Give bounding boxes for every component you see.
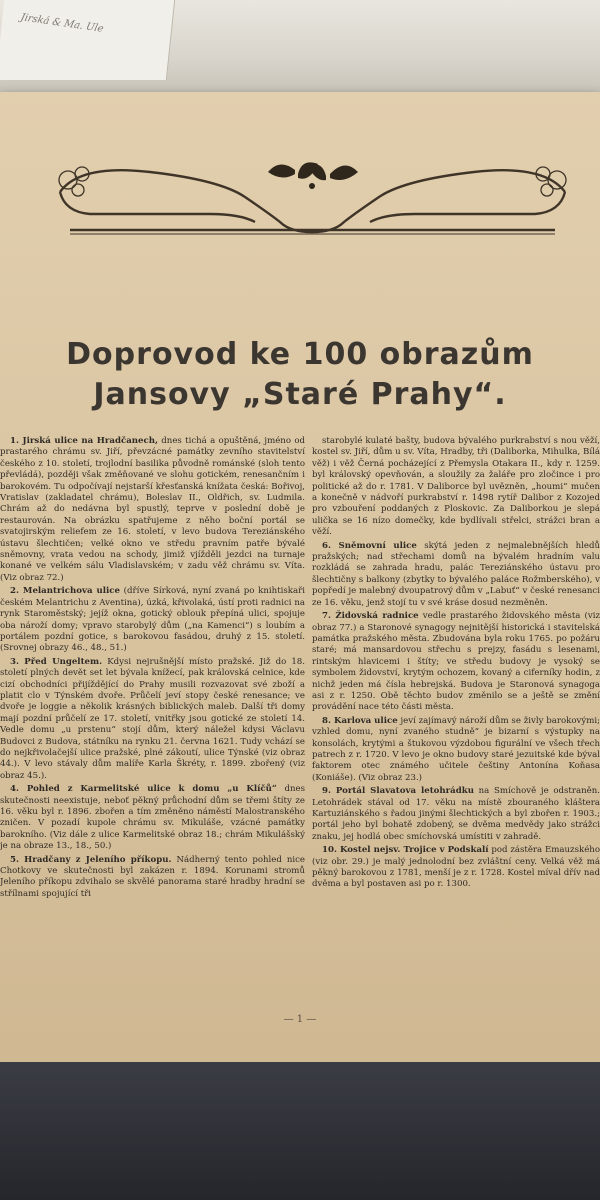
paragraph-5-continued: starobylé kulaté bašty, budova bývalého purkrabství s nou věží, kostel sv. Jiří, dům u sv. Víta, Hradby, tři (Daliborka, Mihulka, Bílá věž) i věž Černá pocházející z Přemysla Otakara II., kdy r. 1259. byl královský opevňován, a sloužily za žaláře pro zločince i pro politické až do r. 1781. V Daliborce byl uvězněn, „houmi“ mučen a konečně v nádvoří purkrabství r. 1498 rytíř Dalibor z Kozojed pro vzbouření poddaných z Ploskovic. Za Daliborkou je slepá ulička se 16 nízo domečky, kde bydlívali střelci, strážci bran a věží. (312, 436, 600, 538)
paragraph-2: 2. Melantrichova ulice (dříve Sírková, nyní zvaná po knihtiskaři českém Melantrichu z Aventina), úzká, křivolaká, ústí proti radnici na rynk Staroměstský; jejíž okna, gotický oblouk přepíná ulici, spojuje oba nároží domy; vpravo starobylý dům („na Kamenci“) s loubím a portálem pozdní gotice, s barokovou fasádou, druhý z 15. století. (Srovnej obrazy 46., 48., 51.) (0, 586, 305, 654)
background-desk-top (0, 0, 600, 95)
paragraph-6: 6. Sněmovní ulice skýtá jeden z nejmalebnějších hledů pražských; nad střechami domů na bývalém hradním valu rozkládá se zahrada hradu, palác Tereziánského ústavu pro šlechtičny s balkony (zbytky to bývalého paláce Rožmberského), v popředí je malebný dvoupatrový dům v „Labuť“ v české renesanci ze 16. věku, jenž stojí tu v své kráse dosud nezměněn. (312, 540, 600, 608)
paragraph-5: 5. Hradčany z Jeleního příkopu. Nádherný tento pohled nice Chotkovy ve skutečnosti byl zakázen r. 1894. Korunami stromů Jeleního příkopu zdvihalo se skvělé panorama staré hradby hradní se střílnami spojující tři (0, 854, 305, 899)
paragraph-3: 3. Před Ungeltem. Kdysi nejrušnější místo pražské. Již do 18. století plných devět set let bývala knížecí, pak královská celnice, kde cizí obchodníci přijíždějící do Prahy musili rozvazovat své zboží a platit clo v Týnském dvoře. Průčelí jeví stopy české renesance; ve dvoře je loggie a několik krásných biblických maleb. Další tři domy mají pozdní průčelí ze 17. století, vnitřky jsou gotické ze století 14. Vedle domu „u prstenu“ stojí dům, který náležel kdysi Václavu Budovci z Budova, státníku na rynku 21. června 1621. Tudy vchází se do nejkřivolačejší ulice pražské, plné zákoutí, ulice Týnské (viz obraz 44.). V levo stávaly dům malíře Karla Škréty, r. 1899. zbořený (viz obraz 45.). (0, 656, 305, 781)
document-title-line-1: Doprovod ke 100 obrazům (66, 337, 534, 372)
paragraph-7: 7. Židovská radnice vedle prastarého židovského města (viz obraz 77.) a Staronové synagogy nejnitější historická i stavitelská památka pražského města. Zbudována byla roku 1765. po požáru staré; má mansardovou střechu s prejzy, fasádu s lesenami, rintským hlavicemi i štíty; ve středu budovy je vysoký se symbolem židovství, krytým ochozem, kovaný a ciferníky hodin, z nichž jeden má čísla hebrejská. Budova je Staronová synagoga asi z r. 1250. Obě těchto budov změnilo se a ještě se změní provádění nace této části města. (312, 611, 600, 713)
paragraph-10: 10. Kostel nejsv. Trojice v Podskalí pod zástěra Emauzského (viz obr. 29.) je malý jednolodní bez zvláštní ceny. Velká věž má pěkný barokovou z 1781, menší je z r. 1728. Kostel míval dřív nad dvěma a byl postaven asi po r. 1300. (312, 845, 600, 890)
document-title-line-2: Jansovy „Staré Prahy“. (93, 377, 507, 412)
page-number: — 1 — (283, 1014, 317, 1025)
paragraph-1: 1. Jirská ulice na Hradčanech, dnes tichá a opuštěná, jméno od prastarého chrámu sv. Jiří, převzácné památky zevního stavitelství českého z 10. století, trojlodní basilika původně románské (sloh tento převládá), později však změňované ve slohu gotickém, renesančním i barokovém. Tu odpočívají nejstarší křesťanská knížata česká: Bořivoj, Vratislav (zakladatel chrámu), Boleslav II., Oldřich, sv. Ludmila. Chrám až do nedávna byl spustlý, teprve v poslední době je restaurován. Na obrázku spatřujeme z něho boční portál se svatojirským reliefem ze 16. století, v levo budova Tereziánského ústavu šlechtičen; velké okno ve středu pravním patře bývalé sněmovny, vrata vedou na schody, jimiž vjížděli jezdci na turnaje konané ve velkém sálu Vladislavském; v zadu věž chrámu sv. Víta. (Viz obraz 72.) (0, 436, 305, 583)
paragraph-8: 8. Karlova ulice jeví zajímavý nároží dům se živly barokovými; vzhled domu, nyní zvaného studně“ je bizarní s výstupky na konsolách, krytými a štukovou výzdobou figurální ve všech třech patrech z r. 1720. V levo je okno budovy staré jezuitské kde býval faktorem otec známého učitele češtiny Antonína Koňasa (Koniáše). (Viz obraz 23.) (312, 715, 600, 783)
handwritten-scribble: Jirská & Ma. Ule (19, 12, 105, 35)
paragraph-9: 9. Portál Slavatova letohrádku na Smíchově je odstraněn. Letohrádek stával od 17. věku na místě zbouraného kláštera Kartuziánského s řadou jinými šlechtických a byl zbořen r. 1903.; portál jeho byl bohatě zdobený, se dvěma medvědy jako strážci znaku, jej hodlá obec smíchovská umístiti v zahradě. (312, 786, 600, 842)
background-desk-bottom (0, 1062, 600, 1200)
right-text-column (312, 436, 600, 956)
paragraph-4: 4. Pohled z Karmelitské ulice k domu „u Klíčů“ dnes skutečnosti neexistuje, neboť pěkný průchodní dům se třemi štíty ze 16. věku byl r. 1896. zbořen a tím změněno náměstí Malostranského zničen. V pozadí kupole chrámu sv. Mikuláše, vzácné památky barokního. (Viz dále z ulice Karmelitské obraz 18.; chrám Mikulášský je na obraze 13., 18., 50.) (0, 784, 305, 852)
document-page (0, 92, 600, 1062)
paper-scrap (0, 0, 175, 80)
art-nouveau-ornament (40, 152, 585, 257)
left-text-column (0, 436, 305, 956)
